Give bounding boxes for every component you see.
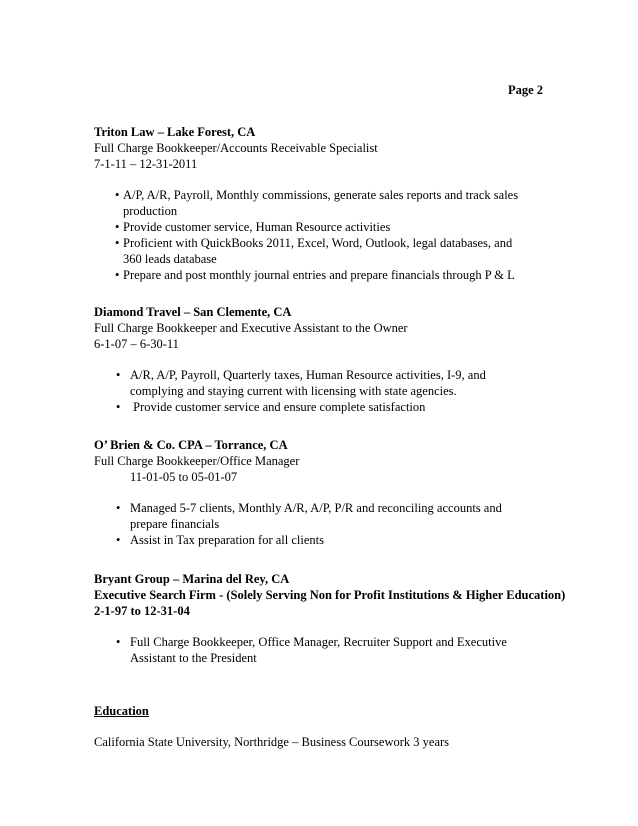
employer-name: Bryant Group – Marina del Rey, CA xyxy=(94,572,290,586)
list-item: • Provide customer service, Human Resource activities xyxy=(115,220,391,234)
bullet-icon: • xyxy=(116,501,121,515)
job-duties-list xyxy=(94,500,514,548)
job-title: Full Charge Bookkeeper and Executive Assistant to the Owner xyxy=(94,321,408,335)
list-item: • Provide customer service and ensure complete satisfaction xyxy=(116,400,426,414)
job-entry-bryant-group xyxy=(94,571,594,666)
job-dates: 11-01-05 to 05-01-07 xyxy=(130,470,238,484)
education-section xyxy=(94,703,574,750)
job-title: Full Charge Bookkeeper/Accounts Receivable Specialist xyxy=(94,141,378,155)
employer-name: O’ Brien & Co. CPA – Torrance, CA xyxy=(94,438,288,452)
employer-name: Triton Law – Lake Forest, CA xyxy=(94,125,256,139)
job-dates: 6-1-07 – 6-30-11 xyxy=(94,337,179,351)
job-entry-diamond-travel xyxy=(94,304,574,415)
employer-name: Diamond Travel – San Clemente, CA xyxy=(94,305,292,319)
job-duties-list xyxy=(94,187,534,283)
list-item: • Full Charge Bookkeeper, Office Manager, Recruiter Support and Executive Assistant to the President xyxy=(116,635,507,665)
bullet-icon: • xyxy=(116,533,121,547)
bullet-icon: • xyxy=(115,268,120,282)
bullet-icon: • xyxy=(115,188,120,202)
bullet-icon: • xyxy=(116,368,121,382)
page-number: Page 2 xyxy=(507,83,543,97)
job-duties-list xyxy=(94,367,494,415)
list-item: • Managed 5-7 clients, Monthly A/R, A/P, P/R and reconciling accounts and prepare financials xyxy=(116,501,502,531)
list-item: • Assist in Tax preparation for all clients xyxy=(116,533,324,547)
bullet-icon: • xyxy=(115,236,120,250)
job-dates: 2-1-97 to 12-31-04 xyxy=(94,604,190,618)
job-duties-list xyxy=(94,634,514,666)
list-item: • A/P, A/R, Payroll, Monthly commissions, generate sales reports and track sales production xyxy=(115,188,519,218)
job-title: Full Charge Bookkeeper/Office Manager xyxy=(94,454,300,468)
job-dates: 7-1-11 – 12-31-2011 xyxy=(94,157,198,171)
education-entry: California State University, Northridge – Business Coursework 3 years xyxy=(94,735,450,749)
list-item: • Proficient with QuickBooks 2011, Excel, Word, Outlook, legal databases, and 360 leads database xyxy=(115,236,513,266)
bullet-icon: • xyxy=(115,220,120,234)
job-title: Executive Search Firm - (Solely Serving Non for Profit Institutions & Higher Education) xyxy=(94,588,566,602)
list-item: • Prepare and post monthly journal entries and prepare financials through P & L xyxy=(115,268,515,282)
bullet-icon: • xyxy=(116,635,121,649)
list-item: • A/R, A/P, Payroll, Quarterly taxes, Human Resource activities, I-9, and complying and staying current with licensing with state agencies. xyxy=(116,368,486,398)
bullet-icon: • xyxy=(116,400,121,414)
job-entry-triton-law xyxy=(94,124,574,283)
job-entry-obrien-cpa xyxy=(94,437,574,548)
section-heading: Education xyxy=(94,704,149,718)
